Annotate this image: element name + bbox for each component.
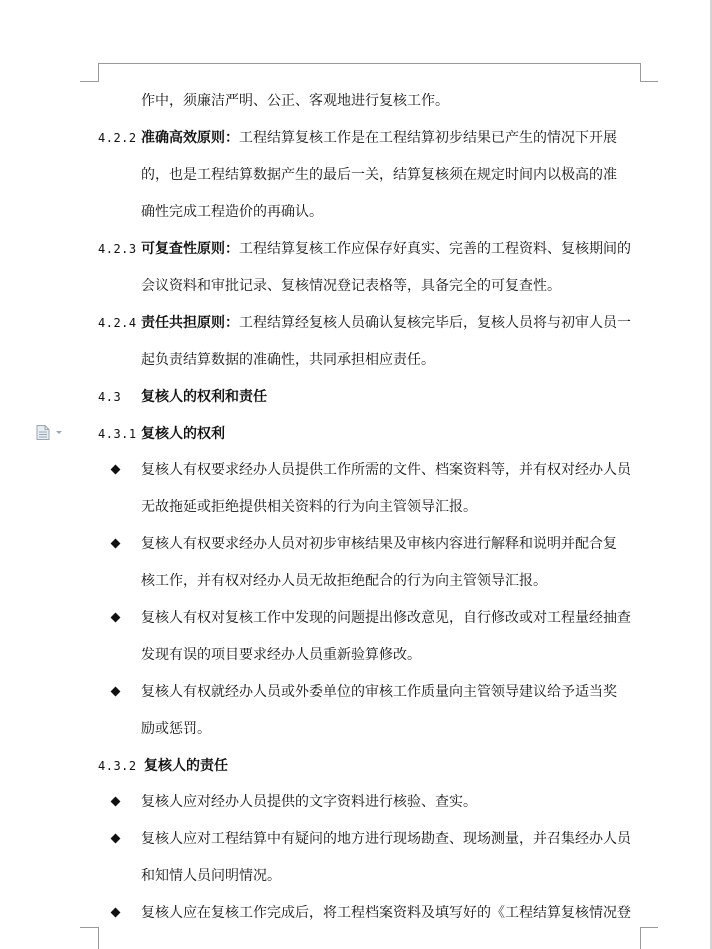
section-number-4-2-3: 4.2.3 xyxy=(98,242,137,256)
list-item-line: 复核人有权要求经办人员对初步审核结果及审核内容进行解释和说明并配合复 xyxy=(141,536,617,552)
section-number-4-2-2: 4.2.2 xyxy=(98,131,137,145)
section-label-4-2-4: 责任共担原则： xyxy=(141,315,239,331)
section-label-4-2-2: 准确高效原则： xyxy=(141,130,239,146)
chevron-down-icon[interactable] xyxy=(56,431,62,434)
list-item-line: 无故拖延或拒绝提供相关资料的行为向主管领导汇报。 xyxy=(141,499,477,515)
section-4-2-4-line xyxy=(141,313,631,333)
bullet-icon xyxy=(111,834,121,844)
bullet-icon xyxy=(111,613,121,623)
section-number-4-3: 4.3 xyxy=(98,390,122,404)
top-right-corner-mark xyxy=(640,63,641,82)
bullet-icon xyxy=(111,539,121,549)
bullet-icon xyxy=(111,465,121,475)
paragraph-text: 工程结算复核工作是在工程结算初步结果已产生的情况下开展 xyxy=(239,130,617,146)
bullet-icon xyxy=(111,908,121,918)
top-left-corner-mark xyxy=(98,63,99,82)
bullet-icon xyxy=(111,797,121,807)
paragraph-line: 会议资料和审批记录、复核情况登记表格等，具备完全的可复查性。 xyxy=(141,278,561,294)
section-number-4-3-2: 4.3.2 xyxy=(98,759,137,773)
list-item-line: 复核人应对经办人员提供的文字资料进行核验、查实。 xyxy=(141,794,477,810)
section-heading-4-3-1: 复核人的权利 xyxy=(141,426,225,442)
top-right-corner-tick xyxy=(640,81,658,82)
top-left-corner-tick xyxy=(80,81,98,82)
section-heading-4-3-2: 复核人的责任 xyxy=(144,758,228,774)
paragraph-line: 确性完成工程造价的再确认。 xyxy=(141,204,323,220)
section-number-4-2-4: 4.2.4 xyxy=(98,316,137,330)
paragraph-line: 起负责结算数据的准确性，共同承担相应责任。 xyxy=(141,352,435,368)
bottom-right-corner-mark xyxy=(640,927,641,949)
paragraph-line: 作中，须廉洁严明、公正、客观地进行复核工作。 xyxy=(141,93,449,109)
paragraph-line: 的，也是工程结算数据产生的最后一关，结算复核须在规定时间内以极高的准 xyxy=(141,167,617,183)
section-heading-4-3: 复核人的权利和责任 xyxy=(141,389,267,405)
section-4-2-3-line xyxy=(141,239,631,259)
bottom-left-corner-tick xyxy=(80,927,98,928)
bottom-left-corner-mark xyxy=(98,927,99,949)
top-margin-line xyxy=(98,63,640,64)
section-label-4-2-3: 可复查性原则： xyxy=(141,241,239,257)
list-item-line: 复核人应对工程结算中有疑问的地方进行现场勘查、现场测量，并召集经办人员 xyxy=(141,831,631,847)
list-item-line: 和知情人员问明情况。 xyxy=(141,868,281,884)
bottom-right-corner-tick xyxy=(640,927,658,928)
section-number-4-3-1: 4.3.1 xyxy=(98,427,137,441)
list-item-line: 复核人有权就经办人员或外委单位的审核工作质量向主管领导建议给予适当奖 xyxy=(141,684,617,700)
bullet-icon xyxy=(111,687,121,697)
list-item-line: 复核人有权要求经办人员提供工作所需的文件、档案资料等，并有权对经办人员 xyxy=(141,462,631,478)
list-item-line: 核工作，并有权对经办人员无故拒绝配合的行为向主管领导汇报。 xyxy=(141,573,547,589)
list-item-line: 复核人有权对复核工作中发现的问题提出修改意见，自行修改或对工程量经抽查 xyxy=(141,610,631,626)
paragraph-text: 工程结算复核工作应保存好真实、完善的工程资料、复核期间的 xyxy=(239,241,631,257)
document-options-icon[interactable] xyxy=(36,425,50,440)
section-4-2-2-line xyxy=(141,128,617,148)
list-item-line: 复核人应在复核工作完成后，将工程档案资料及填写好的《工程结算复核情况登 xyxy=(141,905,631,921)
paragraph-text: 工程结算经复核人员确认复核完毕后，复核人员将与初审人员一 xyxy=(239,315,631,331)
list-item-line: 发现有误的项目要求经办人员重新验算修改。 xyxy=(141,647,421,663)
list-item-line: 励或惩罚。 xyxy=(141,721,211,737)
